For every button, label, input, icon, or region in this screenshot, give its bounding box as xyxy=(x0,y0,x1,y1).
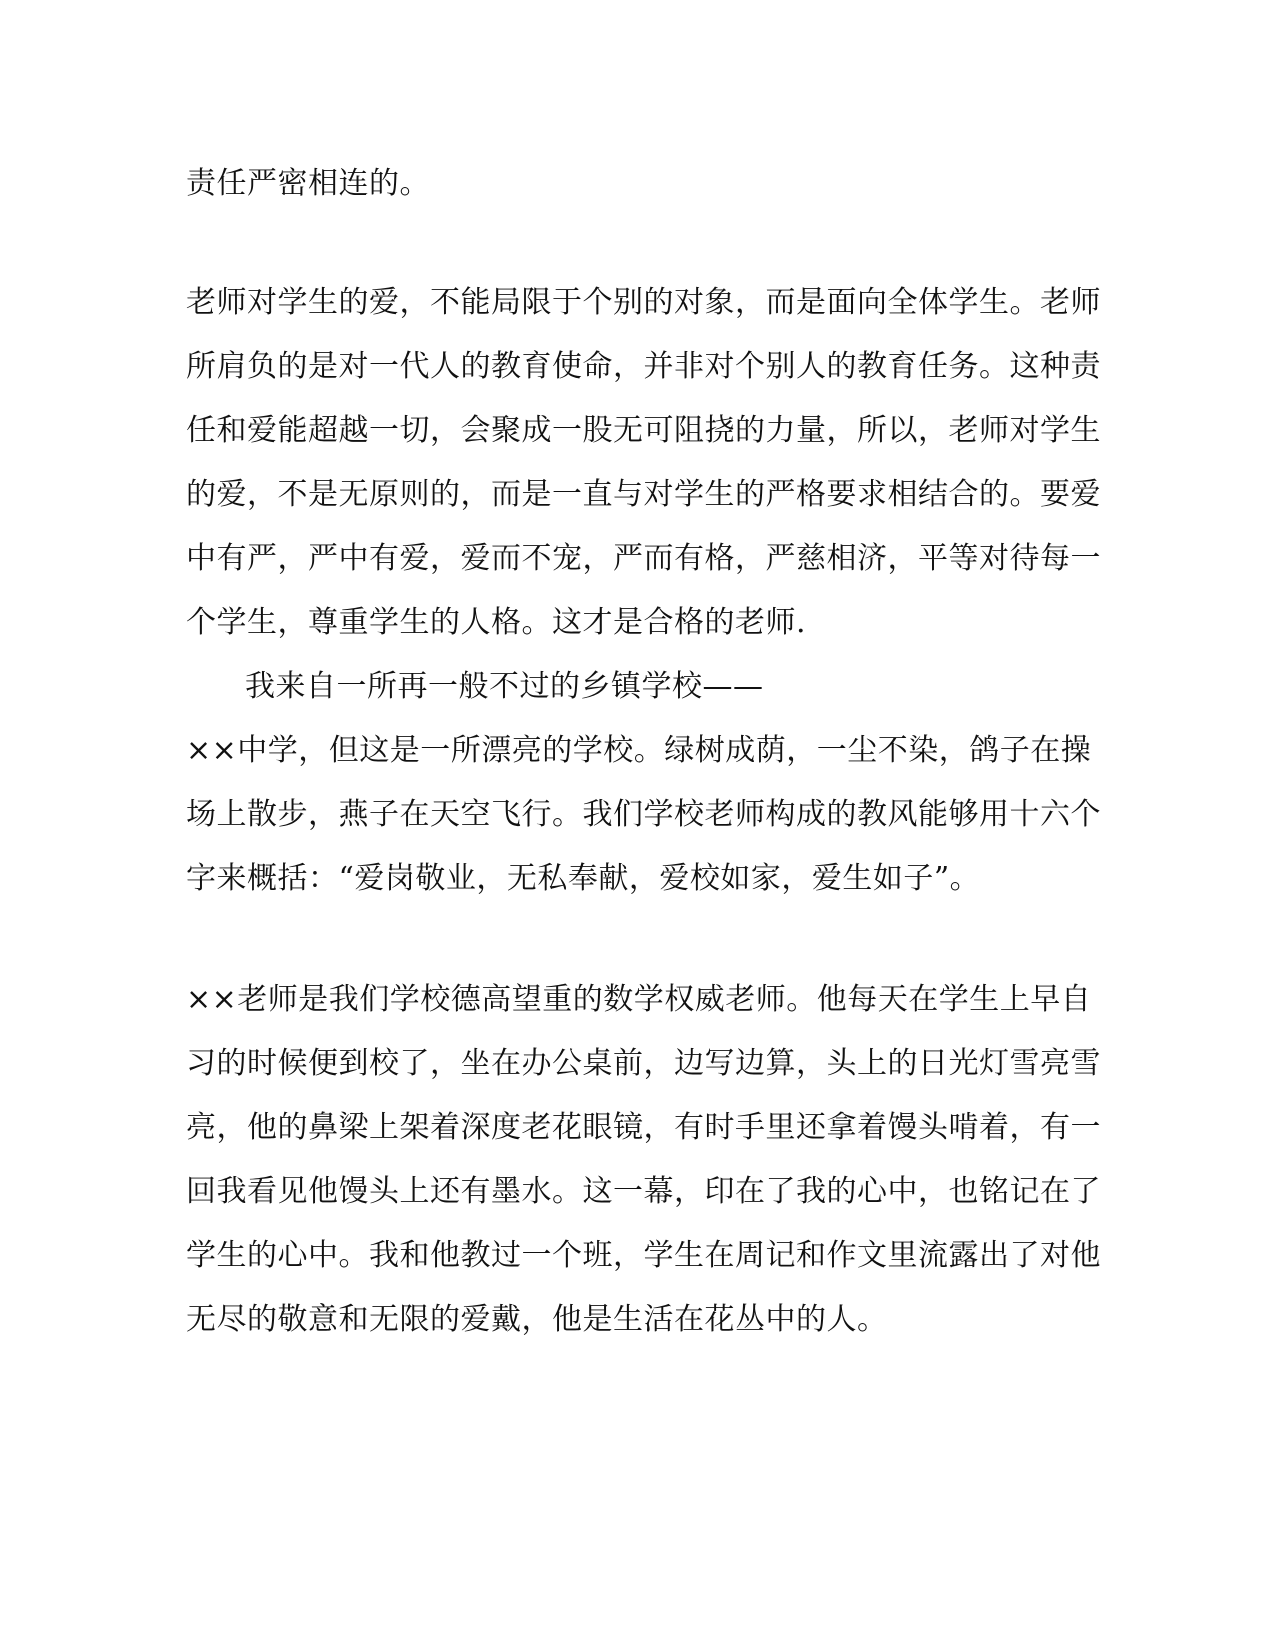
text-line: 字来概括：“爱岗敬业，无私奉献，爱校如家，爱生如子”。 xyxy=(186,861,981,896)
text-line: 无尽的敬意和无限的爱戴，他是生活在花丛中的人。 xyxy=(186,1302,888,1337)
text-line: 习的时候便到校了，坐在办公桌前，边写边算，头上的日光灯雪亮雪 xyxy=(186,1046,1101,1081)
text-line: ××老师是我们学校德高望重的数学权威老师。他每天在学生上早自 xyxy=(186,982,1092,1017)
text-line: ××中学，但这是一所漂亮的学校。绿树成荫，一尘不染，鸽子在操 xyxy=(186,733,1092,768)
text-line: 任和爱能超越一切，会聚成一股无可阻挠的力量，所以，老师对学生 xyxy=(186,413,1101,448)
text-line: 所肩负的是对一代人的教育使命，并非对个别人的教育任务。这种责 xyxy=(186,349,1101,384)
text-line: 回我看见他馒头上还有墨水。这一幕，印在了我的心中，也铭记在了 xyxy=(186,1174,1101,1209)
text-line: 个学生，尊重学生的人格。这才是合格的老师. xyxy=(186,605,807,640)
text-line: 场上散步，燕子在天空飞行。我们学校老师构成的教风能够用十六个 xyxy=(186,797,1101,832)
text-line: 中有严，严中有爱，爱而不宠，严而有格，严慈相济，平等对待每一 xyxy=(186,541,1101,576)
text-line: 亮，他的鼻梁上架着深度老花眼镜，有时手里还拿着馒头啃着，有一 xyxy=(186,1110,1101,1145)
text-line: 责任严密相连的。 xyxy=(186,166,430,201)
text-line: 的爱，不是无原则的，而是一直与对学生的严格要求相结合的。要爱 xyxy=(186,477,1101,512)
text-line: 老师对学生的爱，不能局限于个别的对象，而是面向全体学生。老师 xyxy=(186,285,1101,320)
text-line: 我来自一所再一般不过的乡镇学校—— xyxy=(245,669,764,704)
text-line: 学生的心中。我和他教过一个班，学生在周记和作文里流露出了对他 xyxy=(186,1238,1101,1273)
